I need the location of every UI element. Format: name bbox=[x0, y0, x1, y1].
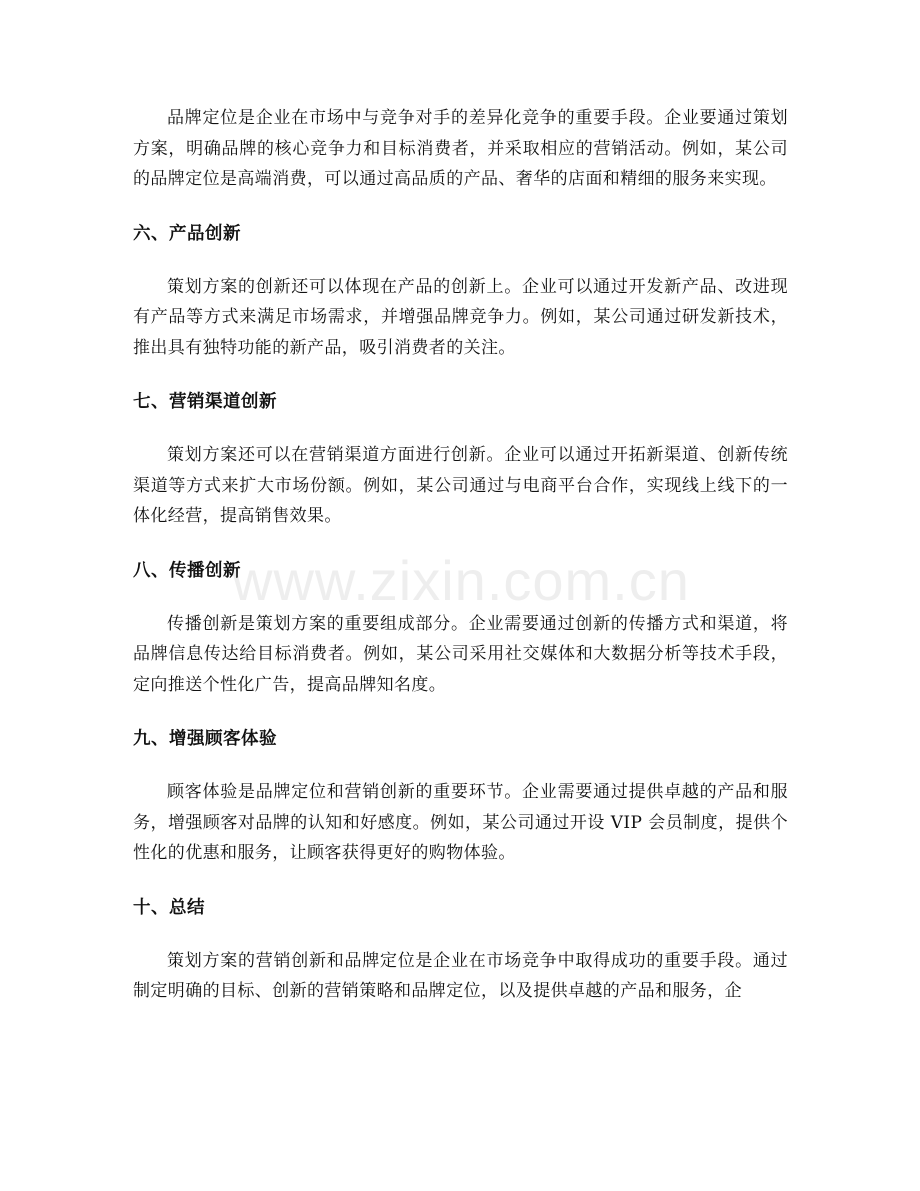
heading-product-innovation: 六、产品创新 bbox=[133, 223, 241, 244]
watermark: www.zixin.com.cn bbox=[232, 549, 690, 612]
paragraph-channel-innovation: 策划方案还可以在营销渠道方面进行创新。企业可以通过开拓新渠道、创新传统渠道等方式来扩大市场份额。例如，某公司通过与电商平台合作，实现线上线下的一体化经营，提高销售效果。 bbox=[133, 445, 788, 526]
document-body bbox=[133, 103, 788, 1007]
paragraph-summary: 策划方案的营销创新和品牌定位是企业在市场竞争中取得成功的重要手段。通过制定明确的目标、创新的营销策略和品牌定位，以及提供卓越的产品和服务，企 bbox=[133, 950, 788, 1001]
heading-channel-innovation: 七、营销渠道创新 bbox=[133, 392, 277, 412]
heading-summary: 十、总结 bbox=[133, 897, 205, 918]
heading-communication-innovation: 八、传播创新 bbox=[133, 560, 241, 581]
paragraph-communication-innovation: 传播创新是策划方案的重要组成部分。企业需要通过创新的传播方式和渠道，将品牌信息传达给目标消费者。例如，某公司采用社交媒体和大数据分析等技术手段，定向推送个性化广告，提高品牌知名度。 bbox=[133, 613, 788, 695]
paragraph-product-innovation: 策划方案的创新还可以体现在产品的创新上。企业可以通过开发新产品、改进现有产品等方式来满足市场需求，并增强品牌竞争力。例如，某公司通过研发新技术，推出具有独特功能的新产品，吸引消费者的关注。 bbox=[133, 276, 788, 358]
paragraph-brand-positioning: 品牌定位是企业在市场中与竞争对手的差异化竞争的重要手段。企业要通过策划方案，明确品牌的核心竞争力和目标消费者，并采取相应的营销活动。例如，某公司的品牌定位是高端消费，可以通过高品质的产品、奢华的店面和精细的服务来实现。 bbox=[133, 108, 788, 189]
paragraph-customer-experience: 顾客体验是品牌定位和营销创新的重要环节。企业需要通过提供卓越的产品和服务，增强顾客对品牌的认知和好感度。例如，某公司通过开设 VIP 会员制度，提供个性化的优惠和服务，让顾客获得更好的购物体验。 bbox=[133, 782, 788, 863]
heading-customer-experience: 九、增强顾客体验 bbox=[133, 729, 277, 749]
